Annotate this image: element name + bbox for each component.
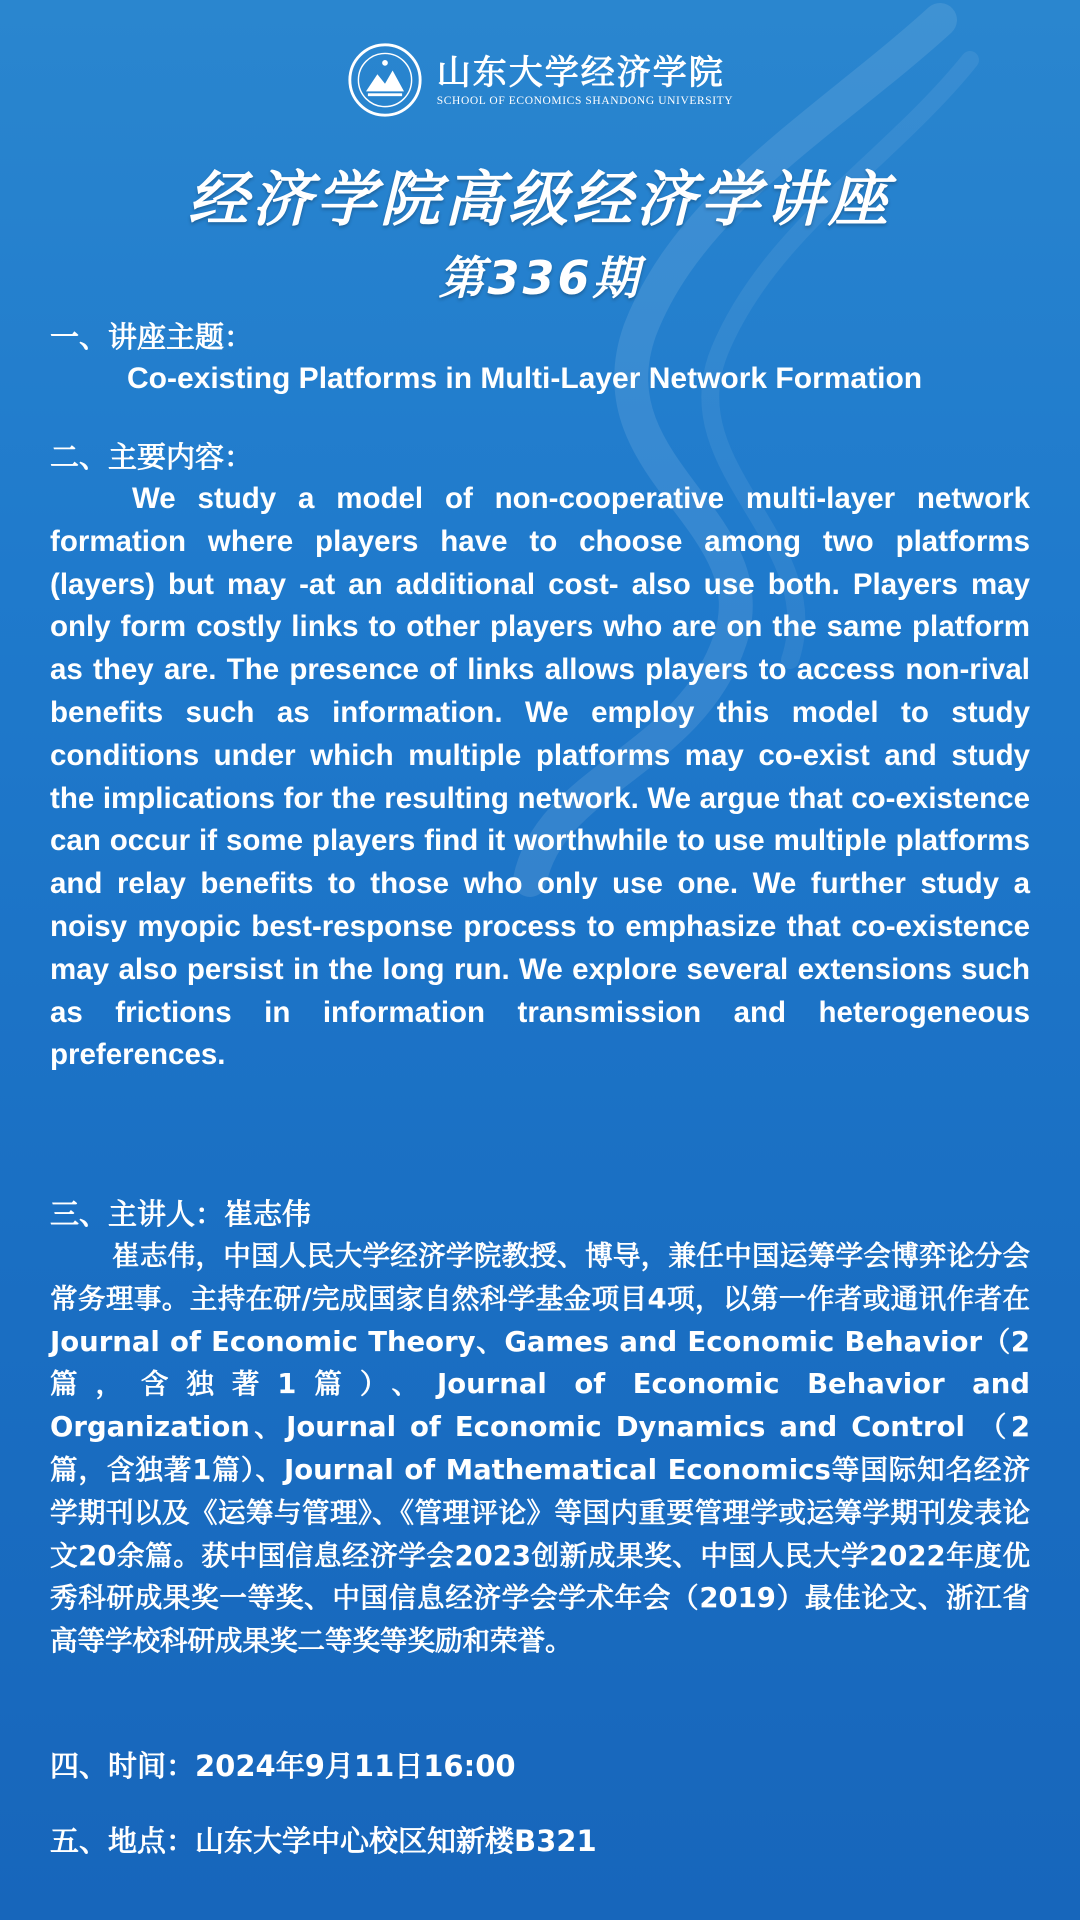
- speaker-heading: 三、主讲人：崔志伟: [50, 1197, 312, 1231]
- lecture-topic: Co-existing Platforms in Multi-Layer Network Formation: [127, 362, 923, 395]
- university-logo: [0, 42, 1080, 118]
- speaker-section: [50, 1193, 1030, 1663]
- abstract-heading: 二、主要内容：: [50, 440, 254, 474]
- topic-heading: 一、讲座主题：: [50, 320, 254, 354]
- abstract-text: We study a model of non-cooperative multi-layer network formation where players have to choose among two platforms (layers) but may -at an additional cost- also use both. Players may only form costly links to other players who are on the same platform as they are. The presence of links allows players to access non-rival benefits such as information. We employ this model to study conditions under which multiple platforms may co-exist and study the implications for the resulting network. We argue that co-existence can occur if some players find it worthwhile to use multiple platforms and relay benefits to those who only use one. We further study a noisy myopic best-response process to emphasize that co-existence may also persist in the long run. We explore several extensions such as frictions in information transmission and heterogeneous preferences.: [50, 482, 1030, 1072]
- logo-english-name: SCHOOL OF ECONOMICS SHANDONG UNIVERSITY: [436, 95, 734, 107]
- issue-number: 第336期: [438, 251, 642, 305]
- lecture-location: 五、地点：山东大学中心校区知新楼B321: [50, 1824, 597, 1858]
- topic-section: [50, 316, 1030, 400]
- university-seal-icon: [347, 42, 423, 118]
- lecture-time: 四、时间：2024年9月11日16:00: [50, 1749, 516, 1783]
- logo-chinese-name: 山东大学经济学院: [436, 53, 725, 93]
- abstract-section: [50, 436, 1030, 1077]
- speaker-bio: 崔志伟，中国人民大学经济学院教授、博导，兼任中国运筹学会博弈论分会常务理事。主持在研/完成国家自然科学基金项目4项，以第一作者或通讯作者在Journal of Economic Theory、Games and Economic Behavior（2篇，含独著1篇）、Journal of Economic Behavior and Organization、Journal of Economic Dynamics and Control （2篇，含独著1篇）、Journal of Mathematical Economics等国际知名经济学期刊以及《运筹与管理》、《管理评论》等国内重要管理学或运筹学期刊发表论文20余篇。获中国信息经济学会2023创新成果奖、中国人民大学2022年度优秀科研成果奖一等奖、中国信息经济学会学术年会（2019）最佳论文、浙江省高等学校科研成果奖二等奖等奖励和荣誉。: [50, 1240, 1030, 1658]
- page-title: 经济学院高级经济学讲座: [188, 165, 892, 235]
